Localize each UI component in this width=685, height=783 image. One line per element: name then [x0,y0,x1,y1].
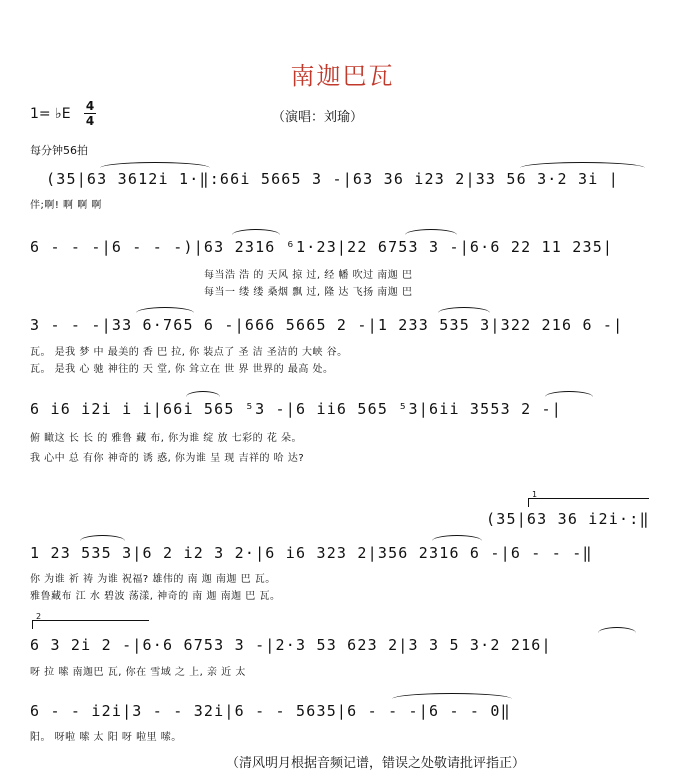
lyric-line-2b: 每当一 缕 缕 桑烟 飘 过, 隆 达 飞扬 南迦 巴 [204,287,413,298]
tie [392,693,512,699]
notation-line-3: 3 - - -|33 6·765 6 -|666 5665 2 -|1 233 535 3|322 216 6 -| [30,316,624,334]
slur [80,535,125,541]
slur [432,535,482,541]
notation-line-4: 6 i6 i2i i i|66i 565 ⁵3 -|6 ii6 565 ⁵3|6ii 3553 2 -| [30,400,562,418]
notation-line-5: (35|63 36 i2i·:‖ [486,510,650,528]
slur [100,162,210,168]
tempo-marking: 每分钟56拍 [30,144,88,157]
slur [438,307,490,313]
slur [520,162,645,168]
lyric-line-8a: 阳。 呀啦 嗦 太 阳 呀 啦里 嗦。 [30,732,182,743]
lyric-line-4a: 俯 瞰这 长 长 的 雅鲁 藏 布, 你为谁 绽 放 七彩的 花 朵。 [30,433,303,444]
meter-bottom: 4 [85,114,95,128]
slur [136,307,194,313]
lyric-line-7a: 呀 拉 嗦 南迦巴 瓦, 你在 雪域 之 上, 亲 近 太 [30,667,246,678]
slur [545,391,593,397]
notation-line-1: (35|63 3612i 1·‖:66i 5665 3 -|63 36 i23 2|33 56 3·2 3i | [46,170,619,188]
notation-line-2: 6 - - -|6 - - -)|63 2316 ⁶1·23|22 6753 3 -|6·6 22 11 235| [30,238,614,256]
lyric-line-3b: 瓦。 是我 心 驰 神往的 天 堂, 你 耸立在 世 界 世界的 最高 处。 [30,364,334,375]
volta-bracket-2: 2 [32,620,149,629]
key-signature: 1= ♭E [30,106,71,122]
lyric-line-2a: 每当浩 浩 的 天风 掠 过, 经 幡 吹过 南迦 巴 [204,270,413,281]
slur [186,391,220,397]
time-signature [84,100,96,127]
slur [598,627,636,633]
notation-line-6: 1 23 535 3|6 2 i2 3 2·|6 i6 323 2|356 2316 6 -|6 - - -‖ [30,544,593,562]
slur [405,229,457,235]
notation-line-7: 6 3 2i 2 -|6·6 6753 3 -|2·3 53 623 2|3 3 5 3·2 216| [30,636,552,654]
lyric-line-4b: 我 心中 总 有你 神奇的 诱 惑, 你为谁 呈 现 吉祥的 哈 达? [30,453,305,464]
lyric-line-6b: 雅鲁藏布 江 水 碧波 荡漾, 神奇的 南 迦 南迦 巴 瓦。 [30,591,281,602]
song-title: 南迦巴瓦 [290,62,395,90]
volta-bracket-1: 1 [528,498,649,507]
notation-line-8: 6 - - i2i|3 - - 32i|6 - - 5635|6 - - -|6 - - 0‖ [30,702,511,720]
transcriber-note: （清风明月根据音频记谱，错误之处敬请批评指正） [226,756,526,771]
singer-credit: （演唱：刘瑜） [272,110,364,125]
lyric-line-3a: 瓦。 是我 梦 中 最美的 香 巴 拉, 你 装点了 圣 洁 圣洁的 大峡 谷。 [30,347,348,358]
slur [232,229,280,235]
lyric-line-6a: 你 为谁 祈 祷 为谁 祝福? 雄伟的 南 迦 南迦 巴 瓦。 [30,574,276,585]
lyric-line-1a: 伴;啊! 啊 啊 啊 [30,200,102,211]
meter-top: 4 [85,99,95,113]
